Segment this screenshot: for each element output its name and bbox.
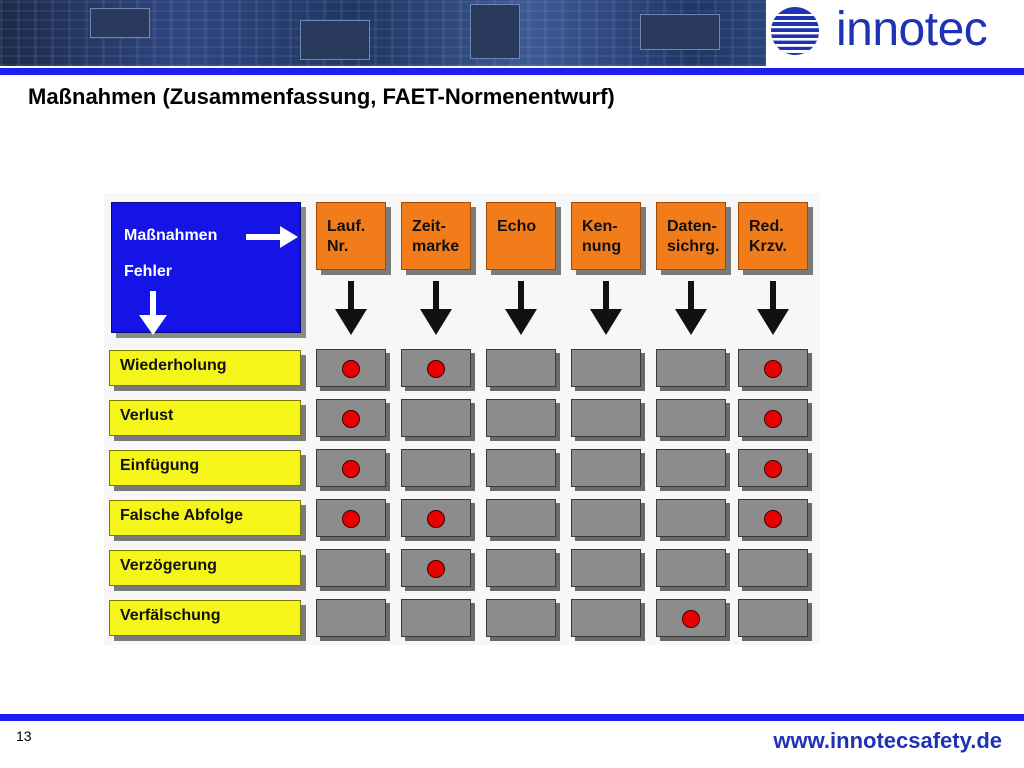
column-header <box>738 202 808 270</box>
chip-decoration <box>300 20 370 60</box>
footer-divider <box>0 714 1024 721</box>
arrow-down-icon <box>138 291 168 335</box>
matrix-cell <box>571 399 641 437</box>
applies-marker-dot <box>764 460 782 478</box>
measures-legend-label: Maßnahmen <box>124 227 218 244</box>
matrix-cell <box>316 449 386 487</box>
matrix-cell <box>486 399 556 437</box>
page-number: 13 <box>16 728 32 744</box>
matrix-cell <box>738 399 808 437</box>
arrow-down-icon <box>589 281 623 335</box>
chip-decoration <box>640 14 720 50</box>
measures-matrix-diagram <box>104 193 820 645</box>
matrix-cell <box>656 349 726 387</box>
column-header-line1: Red. <box>749 218 784 235</box>
footer-website-link[interactable]: www.innotecsafety.de <box>773 728 1002 753</box>
column-header-line1: Ken- <box>582 218 618 235</box>
matrix-cell <box>316 399 386 437</box>
applies-marker-dot <box>342 460 360 478</box>
matrix-cell <box>738 599 808 637</box>
arrow-down-icon <box>419 281 453 335</box>
row-header: Wiederholung <box>109 350 301 386</box>
matrix-cell <box>656 449 726 487</box>
column-header <box>656 202 726 270</box>
column-header <box>316 202 386 270</box>
arrow-down-icon <box>674 281 708 335</box>
column-header <box>571 202 641 270</box>
row-header: Verfälschung <box>109 600 301 636</box>
matrix-cell <box>401 349 471 387</box>
column-header-line1: Daten- <box>667 218 717 235</box>
matrix-cell <box>401 399 471 437</box>
row-header: Verlust <box>109 400 301 436</box>
matrix-cell <box>486 599 556 637</box>
row-header: Verzögerung <box>109 550 301 586</box>
column-header-line1: Echo <box>497 218 537 235</box>
matrix-cell <box>571 599 641 637</box>
column-header-line1: Lauf. <box>327 218 366 235</box>
header-banner <box>0 0 1024 66</box>
matrix-cell <box>401 499 471 537</box>
applies-marker-dot <box>427 560 445 578</box>
matrix-cell <box>316 499 386 537</box>
column-header <box>486 202 556 270</box>
arrow-down-icon <box>334 281 368 335</box>
matrix-cell <box>316 349 386 387</box>
matrix-cell <box>656 599 726 637</box>
matrix-cell <box>401 549 471 587</box>
applies-marker-dot <box>682 610 700 628</box>
column-header-line2: Krzv. <box>749 238 787 255</box>
header-divider <box>0 68 1024 75</box>
column-header-line1: Zeit- <box>412 218 446 235</box>
matrix-cell <box>486 499 556 537</box>
matrix-cell <box>738 449 808 487</box>
row-header: Falsche Abfolge <box>109 500 301 536</box>
applies-marker-dot <box>342 360 360 378</box>
matrix-cell <box>486 549 556 587</box>
matrix-cell <box>571 499 641 537</box>
applies-marker-dot <box>764 410 782 428</box>
page-title: Maßnahmen (Zusammenfassung, FAET-Normenentwurf) <box>28 84 615 109</box>
globe-logo-icon <box>770 6 820 56</box>
column-header-line2: marke <box>412 238 460 255</box>
chip-decoration <box>90 8 150 38</box>
matrix-cell <box>738 549 808 587</box>
matrix-cell <box>401 599 471 637</box>
logo-text: innotec <box>836 3 988 56</box>
chip-decoration <box>470 4 520 59</box>
matrix-cell <box>738 349 808 387</box>
matrix-cell <box>486 349 556 387</box>
applies-marker-dot <box>342 410 360 428</box>
matrix-cell <box>571 449 641 487</box>
matrix-cell <box>656 499 726 537</box>
applies-marker-dot <box>427 360 445 378</box>
matrix-cell <box>738 499 808 537</box>
applies-marker-dot <box>342 510 360 528</box>
matrix-cell <box>571 349 641 387</box>
matrix-cell <box>656 549 726 587</box>
arrow-down-icon <box>756 281 790 335</box>
column-header-line2: Nr. <box>327 238 349 255</box>
matrix-cell <box>316 549 386 587</box>
applies-marker-dot <box>427 510 445 528</box>
applies-marker-dot <box>764 360 782 378</box>
column-header-line2: nung <box>582 238 622 255</box>
row-header: Einfügung <box>109 450 301 486</box>
matrix-cell <box>486 449 556 487</box>
matrix-cell <box>571 549 641 587</box>
arrow-right-icon <box>246 225 298 249</box>
errors-legend-label: Fehler <box>124 263 173 280</box>
column-header <box>401 202 471 270</box>
applies-marker-dot <box>764 510 782 528</box>
company-logo <box>766 0 1024 66</box>
matrix-cell <box>656 399 726 437</box>
column-header-line2: sichrg. <box>667 238 720 255</box>
matrix-cell <box>401 449 471 487</box>
matrix-cell <box>316 599 386 637</box>
arrow-down-icon <box>504 281 538 335</box>
legend-box <box>111 202 301 333</box>
